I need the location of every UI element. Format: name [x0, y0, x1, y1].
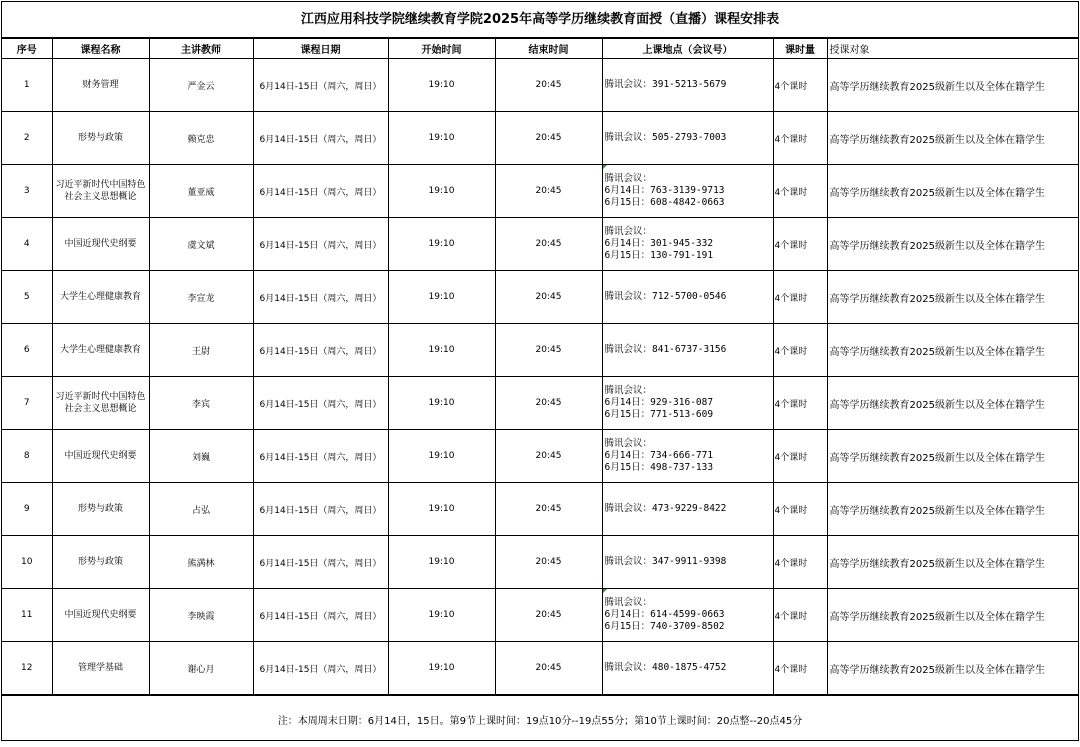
- comment-marker-icon: [603, 589, 607, 593]
- cell-start-time: 19:10: [388, 324, 495, 377]
- cell-teacher: 刘巍: [149, 430, 253, 483]
- cell-date: 6月14日-15日（周六，周日）: [253, 112, 388, 165]
- header-row: [2, 39, 1078, 59]
- cell-no: 5: [2, 271, 52, 324]
- cell-date: 6月14日-15日（周六，周日）: [253, 430, 388, 483]
- header-end: 结束时间: [495, 39, 602, 59]
- location-text: 腾讯会议：391-5213-5679: [604, 79, 727, 90]
- cell-location: [602, 218, 773, 271]
- cell-no: 9: [2, 483, 52, 536]
- cell-teacher: 虞文斌: [149, 218, 253, 271]
- cell-target: 高等学历继续教育2025级新生以及全体在籍学生: [827, 218, 1078, 271]
- cell-start-time: 19:10: [388, 59, 495, 112]
- cell-start-time: 19:10: [388, 642, 495, 695]
- cell-hours: 4个课时: [773, 377, 827, 430]
- location-text: 腾讯会议：347-9911-9398: [604, 556, 727, 567]
- cell-teacher: 董亚威: [149, 165, 253, 218]
- cell-target: 高等学历继续教育2025级新生以及全体在籍学生: [827, 324, 1078, 377]
- cell-course: 大学生心理健康教育: [52, 324, 149, 377]
- cell-teacher: 赖克忠: [149, 112, 253, 165]
- cell-no: 4: [2, 218, 52, 271]
- location-text: 腾讯会议：480-1875-4752: [604, 662, 727, 673]
- cell-end-time: 20:45: [495, 59, 602, 112]
- cell-location: [602, 536, 773, 589]
- cell-target: 高等学历继续教育2025级新生以及全体在籍学生: [827, 642, 1078, 695]
- table-row: [2, 430, 1078, 483]
- cell-target: 高等学历继续教育2025级新生以及全体在籍学生: [827, 430, 1078, 483]
- cell-location: [602, 271, 773, 324]
- table-row: [2, 59, 1078, 112]
- table-row: [2, 324, 1078, 377]
- cell-course: 管理学基础: [52, 642, 149, 695]
- cell-date: 6月14日-15日（周六，周日）: [253, 589, 388, 642]
- cell-date: 6月14日-15日（周六，周日）: [253, 165, 388, 218]
- cell-date: 6月14日-15日（周六，周日）: [253, 536, 388, 589]
- cell-teacher: 谢心月: [149, 642, 253, 695]
- cell-hours: 4个课时: [773, 112, 827, 165]
- cell-no: 11: [2, 589, 52, 642]
- cell-no: 7: [2, 377, 52, 430]
- cell-start-time: 19:10: [388, 589, 495, 642]
- cell-course: 大学生心理健康教育: [52, 271, 149, 324]
- location-text: 腾讯会议： 6月14日：929-316-087 6月15日：771-513-609: [604, 385, 714, 420]
- schedule-table: [2, 38, 1078, 695]
- cell-hours: 4个课时: [773, 271, 827, 324]
- cell-teacher: 李宾: [149, 377, 253, 430]
- cell-hours: 4个课时: [773, 218, 827, 271]
- cell-end-time: 20:45: [495, 536, 602, 589]
- table-row: [2, 483, 1078, 536]
- cell-no: 2: [2, 112, 52, 165]
- cell-target: 高等学历继续教育2025级新生以及全体在籍学生: [827, 112, 1078, 165]
- location-text: 腾讯会议：473-9229-8422: [604, 503, 727, 514]
- cell-start-time: 19:10: [388, 165, 495, 218]
- cell-start-time: 19:10: [388, 536, 495, 589]
- cell-end-time: 20:45: [495, 271, 602, 324]
- cell-teacher: 严金云: [149, 59, 253, 112]
- table-row: [2, 218, 1078, 271]
- location-text: 腾讯会议：841-6737-3156: [604, 344, 727, 355]
- cell-hours: 4个课时: [773, 59, 827, 112]
- cell-course: 形势与政策: [52, 112, 149, 165]
- cell-end-time: 20:45: [495, 165, 602, 218]
- table-row: [2, 536, 1078, 589]
- cell-no: 10: [2, 536, 52, 589]
- cell-end-time: 20:45: [495, 642, 602, 695]
- header-location: 上课地点（会议号）: [602, 39, 773, 59]
- cell-teacher: 占弘: [149, 483, 253, 536]
- table-row: [2, 112, 1078, 165]
- cell-teacher: 王尉: [149, 324, 253, 377]
- cell-end-time: 20:45: [495, 589, 602, 642]
- cell-start-time: 19:10: [388, 377, 495, 430]
- cell-target: 高等学历继续教育2025级新生以及全体在籍学生: [827, 589, 1078, 642]
- table-row: [2, 642, 1078, 695]
- header-no: 序号: [2, 39, 52, 59]
- table-body: [2, 59, 1078, 695]
- cell-course: 财务管理: [52, 59, 149, 112]
- cell-course: 习近平新时代中国特色社会主义思想概论: [52, 377, 149, 430]
- cell-date: 6月14日-15日（周六，周日）: [253, 642, 388, 695]
- cell-start-time: 19:10: [388, 271, 495, 324]
- cell-end-time: 20:45: [495, 324, 602, 377]
- header-teacher: 主讲教师: [149, 39, 253, 59]
- cell-end-time: 20:45: [495, 112, 602, 165]
- cell-target: 高等学历继续教育2025级新生以及全体在籍学生: [827, 165, 1078, 218]
- cell-end-time: 20:45: [495, 483, 602, 536]
- cell-location: [602, 59, 773, 112]
- cell-location: [602, 165, 773, 218]
- cell-course: 习近平新时代中国特色社会主义思想概论: [52, 165, 149, 218]
- cell-no: 3: [2, 165, 52, 218]
- cell-teacher: 熊满林: [149, 536, 253, 589]
- cell-date: 6月14日-15日（周六，周日）: [253, 377, 388, 430]
- cell-no: 8: [2, 430, 52, 483]
- cell-location: [602, 430, 773, 483]
- location-text: 腾讯会议： 6月14日：301-945-332 6月15日：130-791-191: [604, 226, 714, 261]
- cell-location: [602, 589, 773, 642]
- cell-teacher: 李宣龙: [149, 271, 253, 324]
- cell-location: [602, 324, 773, 377]
- footer-note: 注：本周周末日期：6月14日，15日。第9节上课时间：19点10分--19点55分；第10节上课时间：20点整--20点45分: [2, 695, 1078, 746]
- cell-end-time: 20:45: [495, 377, 602, 430]
- cell-date: 6月14日-15日（周六，周日）: [253, 59, 388, 112]
- header-target: 授课对象: [827, 39, 1078, 59]
- cell-teacher: 李映霞: [149, 589, 253, 642]
- schedule-sheet: [1, 1, 1079, 741]
- location-text: 腾讯会议： 6月14日：734-666-771 6月15日：498-737-133: [604, 438, 714, 473]
- table-row: [2, 271, 1078, 324]
- cell-start-time: 19:10: [388, 430, 495, 483]
- cell-hours: 4个课时: [773, 324, 827, 377]
- cell-location: [602, 112, 773, 165]
- cell-no: 6: [2, 324, 52, 377]
- cell-date: 6月14日-15日（周六，周日）: [253, 324, 388, 377]
- location-text: 腾讯会议：505-2793-7003: [604, 132, 727, 143]
- cell-target: 高等学历继续教育2025级新生以及全体在籍学生: [827, 377, 1078, 430]
- location-text: 腾讯会议： 6月14日：763-3139-9713 6月15日：608-4842-0663: [604, 173, 725, 208]
- cell-no: 1: [2, 59, 52, 112]
- header-course: 课程名称: [52, 39, 149, 59]
- cell-target: 高等学历继续教育2025级新生以及全体在籍学生: [827, 59, 1078, 112]
- cell-course: 中国近现代史纲要: [52, 589, 149, 642]
- cell-hours: 4个课时: [773, 483, 827, 536]
- cell-location: [602, 642, 773, 695]
- cell-target: 高等学历继续教育2025级新生以及全体在籍学生: [827, 271, 1078, 324]
- cell-target: 高等学历继续教育2025级新生以及全体在籍学生: [827, 536, 1078, 589]
- cell-end-time: 20:45: [495, 218, 602, 271]
- cell-course: 中国近现代史纲要: [52, 218, 149, 271]
- header-hours: 课时量: [773, 39, 827, 59]
- cell-start-time: 19:10: [388, 218, 495, 271]
- cell-date: 6月14日-15日（周六，周日）: [253, 483, 388, 536]
- cell-end-time: 20:45: [495, 430, 602, 483]
- cell-location: [602, 377, 773, 430]
- cell-start-time: 19:10: [388, 483, 495, 536]
- cell-location: [602, 483, 773, 536]
- location-text: 腾讯会议： 6月14日：614-4599-0663 6月15日：740-3709-8502: [604, 597, 725, 632]
- cell-course: 形势与政策: [52, 536, 149, 589]
- cell-hours: 4个课时: [773, 430, 827, 483]
- cell-no: 12: [2, 642, 52, 695]
- cell-course: 形势与政策: [52, 483, 149, 536]
- table-row: [2, 165, 1078, 218]
- table-row: [2, 589, 1078, 642]
- comment-marker-icon: [603, 165, 607, 169]
- table-row: [2, 377, 1078, 430]
- cell-hours: 4个课时: [773, 642, 827, 695]
- cell-date: 6月14日-15日（周六，周日）: [253, 271, 388, 324]
- cell-hours: 4个课时: [773, 536, 827, 589]
- cell-course: 中国近现代史纲要: [52, 430, 149, 483]
- cell-target: 高等学历继续教育2025级新生以及全体在籍学生: [827, 483, 1078, 536]
- cell-start-time: 19:10: [388, 112, 495, 165]
- cell-hours: 4个课时: [773, 589, 827, 642]
- location-text: 腾讯会议：712-5700-0546: [604, 291, 727, 302]
- cell-hours: 4个课时: [773, 165, 827, 218]
- sheet-title: 江西应用科技学院继续教育学院2025年高等学历继续教育面授（直播）课程安排表: [2, 2, 1078, 38]
- cell-date: 6月14日-15日（周六，周日）: [253, 218, 388, 271]
- header-start: 开始时间: [388, 39, 495, 59]
- header-date: 课程日期: [253, 39, 388, 59]
